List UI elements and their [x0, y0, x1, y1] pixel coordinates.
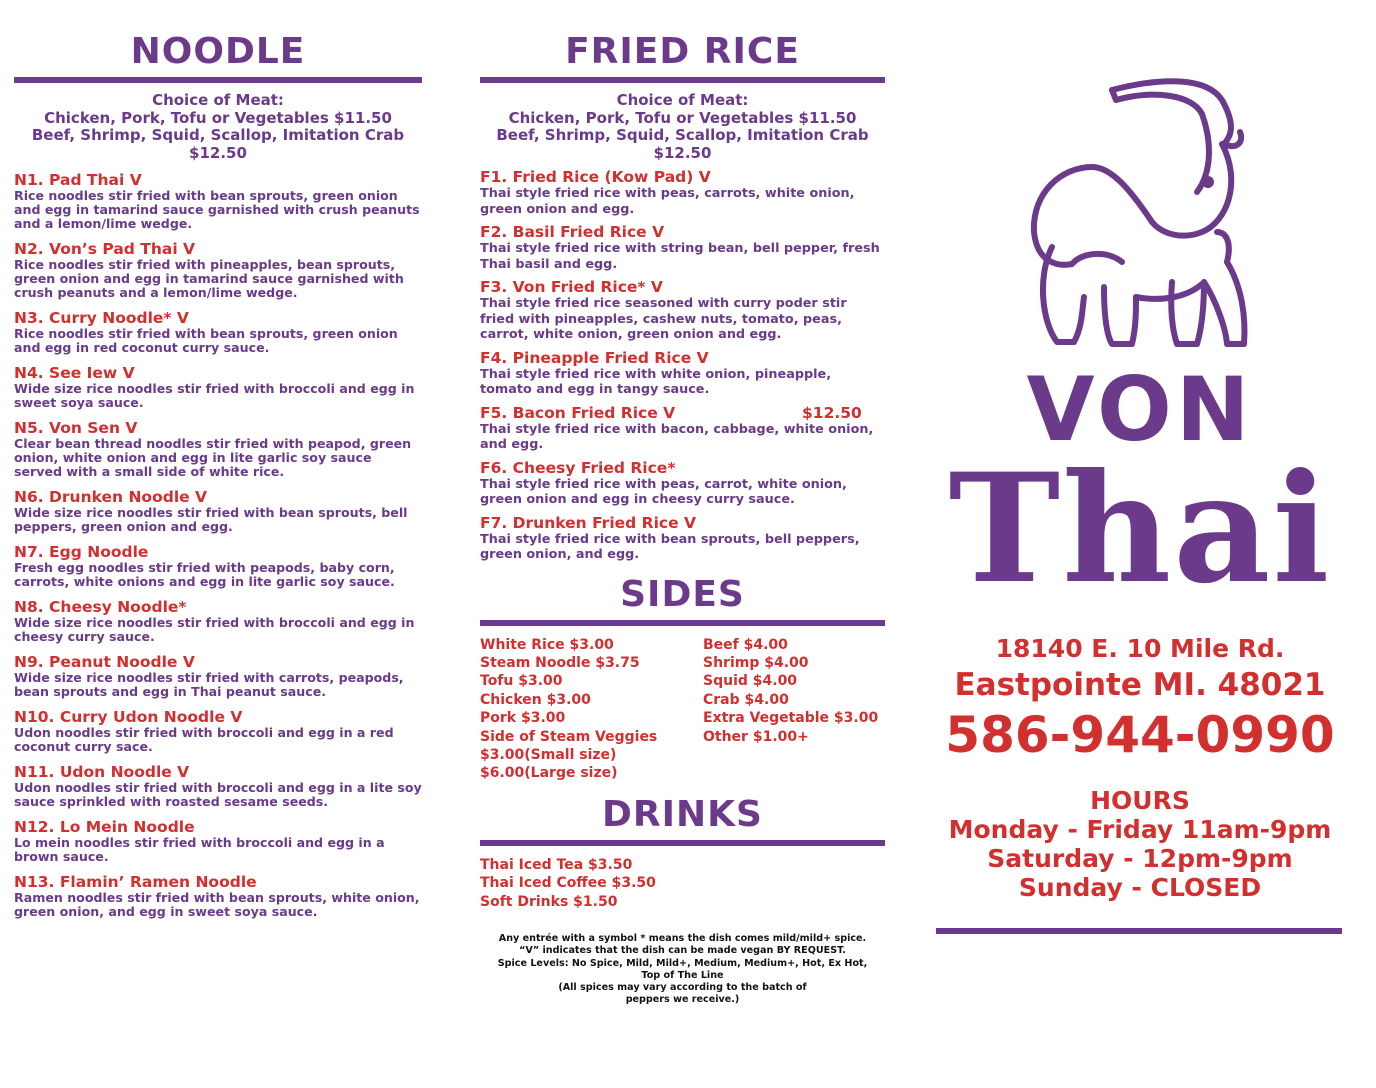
- side-item: Other $1.00+: [703, 728, 809, 745]
- menu-item: [14, 819, 422, 864]
- menu-item: [14, 310, 422, 355]
- note-line: Any entrée with a symbol * means the dish comes mild/mild+ spice.: [498, 932, 867, 944]
- menu-item-name-text: F2. Basil Fried Rice V: [480, 223, 665, 241]
- choice-line: Chicken, Pork, Tofu or Vegetables $11.50: [44, 108, 392, 127]
- spice-note: [480, 933, 885, 1007]
- menu-item-name-text: F3. Von Fried Rice* V: [480, 278, 663, 296]
- menu-item-description: Wide size rice noodles stir fried with bean sprouts, bell peppers, green onion and egg.: [14, 505, 408, 534]
- brand-panel: [930, 0, 1350, 934]
- menu-item-description: Thai style fried rice with bean sprouts, bell peppers, green onion, and egg.: [480, 531, 860, 562]
- menu-item: [480, 279, 885, 343]
- menu-item: [14, 764, 422, 809]
- menu-item-name: N7. Egg Noodle: [14, 543, 149, 561]
- side-item: Shrimp $4.00: [703, 654, 809, 671]
- menu-item-name: N12. Lo Mein Noodle: [14, 818, 195, 836]
- elephant-icon: [1012, 72, 1350, 366]
- side-item: White Rice $3.00: [480, 636, 614, 653]
- note-line: Spice Levels: No Spice, Mild, Mild+, Medium, Medium+, Hot, Ex Hot,: [497, 957, 868, 969]
- menu-item-description: Udon noodles stir fried with broccoli and egg in a lite soy sauce sprinkled with roasted sesame seeds.: [14, 780, 422, 809]
- choice-line: Chicken, Pork, Tofu or Vegetables $11.50: [508, 108, 857, 127]
- sides-list: [480, 636, 885, 783]
- fried-rice-divider: [480, 77, 885, 83]
- side-item: Extra Vegetable $3.00: [703, 710, 879, 727]
- side-item: Beef $4.00: [703, 636, 788, 653]
- note-line: “V” indicates that the dish can be made vegan BY REQUEST.: [519, 945, 846, 957]
- menu-item-description: Fresh egg noodles stir fried with peapods, baby corn, carrots, white onions and egg in lite garlic soy sauce.: [14, 560, 395, 589]
- menu-item-description: Thai style fried rice with peas, carrots, white onion, green onion and egg.: [480, 186, 855, 217]
- phone-number[interactable]: 586-944-0990: [945, 706, 1335, 764]
- menu-item: [14, 365, 422, 410]
- side-item: Tofu $3.00: [480, 673, 563, 690]
- menu-item-description: Wide size rice noodles stir fried with broccoli and egg in sweet soya sauce.: [14, 381, 415, 410]
- sides-right-column: [703, 636, 878, 783]
- menu-item-description: Wide size rice noodles stir fried with broccoli and egg in cheesy curry sauce.: [14, 615, 415, 644]
- menu-item: [14, 709, 422, 754]
- menu-item-description: Thai style fried rice with string bean, bell pepper, fresh Thai basil and egg.: [480, 241, 880, 272]
- side-item: $3.00(Small size): [480, 746, 617, 763]
- menu-item-name: N8. Cheesy Noodle*: [14, 598, 187, 616]
- address-city: Eastpointe MI. 48021: [954, 667, 1326, 703]
- drinks-divider: [480, 840, 885, 846]
- menu-item-description: Rice noodles stir fried with bean sprouts, green onion and egg in tamarind sauce garnished with crush peanuts and a lemon/lime wedge.: [14, 188, 420, 231]
- menu-item: [480, 350, 885, 398]
- menu-item-name-text: F1. Fried Rice (Kow Pad) V: [480, 168, 711, 186]
- fried-rice-section: [480, 0, 885, 1007]
- menu-item-name: [480, 224, 885, 241]
- menu-item-name: N4. See Iew V: [14, 364, 135, 382]
- menu-item-name: N13. Flamin’ Ramen Noodle: [14, 873, 257, 891]
- menu-item-description: Rice noodles stir fried with bean sprouts, green onion and egg in red coconut curry sauce.: [14, 326, 398, 355]
- menu-item-description: Thai style fried rice with bacon, cabbage, white onion, and egg.: [480, 421, 874, 452]
- menu-item-description: Wide size rice noodles stir fried with carrots, peapods, bean sprouts and egg in Thai peanut sauce.: [14, 670, 404, 699]
- menu-item-name: N1. Pad Thai V: [14, 171, 142, 189]
- menu-item-name: N2. Von’s Pad Thai V: [14, 240, 196, 258]
- fried-rice-choice-of-meat: [480, 92, 885, 162]
- menu-item-price: $12.50: [802, 403, 862, 422]
- menu-item-name: N11. Udon Noodle V: [14, 763, 190, 781]
- menu-item-name: [480, 515, 885, 532]
- sides-left-column: [480, 636, 703, 783]
- fried-rice-items: [480, 169, 885, 563]
- drink-item: Thai Iced Coffee $3.50: [480, 875, 656, 892]
- brand-divider: [936, 928, 1342, 934]
- menu-item-description: Thai style fried rice with peas, carrot, white onion, green onion and egg in cheesy curry sauce.: [480, 476, 847, 507]
- menu-item: [480, 405, 885, 453]
- menu-item-description: Udon noodles stir fried with broccoli and egg in a red coconut curry sace.: [14, 725, 394, 754]
- menu-item: [14, 489, 422, 534]
- menu-item: [14, 420, 422, 479]
- menu-item-name-text: F5. Bacon Fried Rice V: [480, 403, 676, 422]
- side-item: Squid $4.00: [703, 673, 798, 690]
- menu-item-description: Rice noodles stir fried with pineapples, bean sprouts, green onion and egg in tamarind sauce garnished with crush peanuts and a lemon/lime wedge.: [14, 257, 404, 300]
- menu-item: [14, 241, 422, 300]
- menu-item: [14, 599, 422, 644]
- menu-item: [480, 224, 885, 272]
- noodle-choice-of-meat: [14, 92, 422, 162]
- note-line: peppers we receive.): [625, 994, 740, 1006]
- menu-item: [480, 169, 885, 217]
- choice-line: Choice of Meat:: [616, 91, 749, 109]
- side-item: Side of Steam Veggies: [480, 728, 658, 745]
- address-street: 18140 E. 10 Mile Rd.: [995, 634, 1285, 663]
- noodle-divider: [14, 77, 422, 83]
- menu-item-name: [480, 169, 885, 186]
- menu-item-description: Thai style fried rice seasoned with curry poder stir fried with pineapples, cashew nuts, tomato, peas, carrot, white onion, green onion and egg.: [480, 296, 847, 342]
- menu-item-description: Ramen noodles stir fried with bean sprouts, white onion, green onion, and egg in sweet soya sauce.: [14, 890, 420, 919]
- hours-sunday: Sunday - CLOSED: [1018, 873, 1262, 902]
- hours-title: HOURS: [1090, 786, 1190, 815]
- sides-divider: [480, 620, 885, 626]
- menu-item-name: [480, 279, 885, 296]
- side-item: Chicken $3.00: [480, 691, 591, 708]
- hours-weekday: Monday - Friday 11am-9pm: [948, 815, 1332, 844]
- side-item: Pork $3.00: [480, 710, 566, 727]
- side-item: $6.00(Large size): [480, 765, 618, 782]
- sides-title: SIDES: [620, 573, 745, 615]
- noodle-items: [14, 172, 422, 919]
- menu-item-name-text: F6. Cheesy Fried Rice*: [480, 458, 676, 477]
- menu-item-description: Thai style fried rice with white onion, pineapple, tomato and egg in tangy sauce.: [480, 366, 832, 397]
- menu-item-name: N9. Peanut Noodle V: [14, 653, 195, 671]
- menu-item-name: [480, 460, 885, 477]
- noodle-title: NOODLE: [130, 31, 306, 72]
- menu-item: [14, 172, 422, 231]
- menu-item-description: Lo mein noodles stir fried with broccoli and egg in a brown sauce.: [14, 835, 385, 864]
- menu-item: [480, 460, 885, 508]
- menu-item-name-text: F7. Drunken Fried Rice V: [480, 513, 696, 532]
- drink-item: Thai Iced Tea $3.50: [480, 856, 633, 873]
- fried-rice-title: FRIED RICE: [565, 31, 800, 72]
- menu-item-name: N3. Curry Noodle* V: [14, 309, 189, 327]
- hours-saturday: Saturday - 12pm-9pm: [987, 844, 1293, 873]
- side-item: Crab $4.00: [703, 691, 789, 708]
- drinks-title: DRINKS: [602, 793, 763, 835]
- drinks-list: [480, 856, 885, 911]
- choice-line: $12.50: [653, 143, 712, 162]
- note-line: (All spices may vary according to the batch of: [558, 982, 807, 994]
- menu-item: [14, 544, 422, 589]
- note-line: Top of The Line: [641, 969, 724, 981]
- choice-line: Beef, Shrimp, Squid, Scallop, Imitation Crab: [496, 126, 869, 144]
- side-item: Steam Noodle $3.75: [480, 654, 640, 671]
- drink-item: Soft Drinks $1.50: [480, 893, 618, 910]
- menu-item-name: N5. Von Sen V: [14, 419, 138, 437]
- choice-line: $12.50: [189, 143, 247, 162]
- menu-item-name: N10. Curry Udon Noodle V: [14, 708, 243, 726]
- menu-item-description: Clear bean thread noodles stir fried with peapod, green onion, white onion and egg in lite garlic soy sauce served with a small side of white rice.: [14, 436, 412, 479]
- menu-item: [14, 654, 422, 699]
- brand-name-thai: Thai: [948, 441, 1332, 617]
- brand-name-von: VON: [1026, 358, 1254, 461]
- menu-item: [480, 515, 885, 563]
- menu-item-name-text: F4. Pineapple Fried Rice V: [480, 348, 709, 367]
- choice-line: Choice of Meat:: [152, 91, 284, 109]
- menu-item-name: [480, 405, 885, 422]
- menu-item-name: [480, 350, 885, 367]
- menu-item-name: N6. Drunken Noodle V: [14, 488, 208, 506]
- menu-item: [14, 874, 422, 919]
- noodle-section: [14, 0, 422, 919]
- choice-line: Beef, Shrimp, Squid, Scallop, Imitation Crab: [31, 126, 405, 144]
